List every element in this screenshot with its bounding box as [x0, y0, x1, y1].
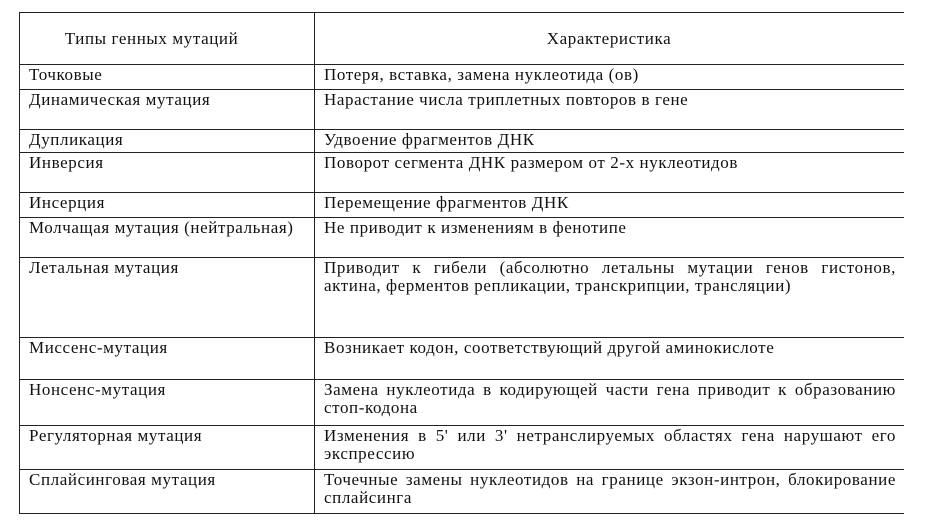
mutation-description-cell: Не приводит к изменениям в фенотипе [315, 218, 905, 258]
mutation-type-cell: Сплайсинговая мутация [20, 470, 315, 514]
table-row [20, 193, 905, 218]
table-row [20, 130, 905, 153]
mutation-type-cell: Точковые [20, 65, 315, 90]
table-row [20, 380, 905, 426]
mutation-description-cell: Изменения в 5' или 3' нетранслируемых областях гена нарушают его экспрессию [315, 426, 905, 470]
mutation-table-container [19, 12, 904, 530]
header-mutation-types: Типы генных мутаций [20, 13, 315, 65]
mutation-type-cell: Инсерция [20, 193, 315, 218]
mutation-type-cell: Регуляторная мутация [20, 426, 315, 470]
mutation-type-cell: Динамическая мутация [20, 90, 315, 130]
mutation-description-cell: Приводит к гибели (абсолютно летальны мутации генов гистонов, актина, ферментов репликации, транскрипции, трансляции) [315, 258, 905, 338]
gene-mutation-table [19, 12, 904, 514]
table-row [20, 426, 905, 470]
mutation-description-cell: Точечные замены нуклеотидов на границе экзон-интрон, блокирование сплайсинга [315, 470, 905, 514]
mutation-type-cell: Дупликация [20, 130, 315, 153]
mutation-description-cell: Потеря, вставка, замена нуклеотида (ов) [315, 65, 905, 90]
mutation-type-cell: Летальная мутация [20, 258, 315, 338]
mutation-type-cell: Инверсия [20, 153, 315, 193]
table-row [20, 258, 905, 338]
mutation-description-cell: Поворот сегмента ДНК размером от 2-х нуклеотидов [315, 153, 905, 193]
mutation-type-cell: Нонсенс-мутация [20, 380, 315, 426]
header-characteristics: Характеристика [315, 13, 905, 65]
table-row [20, 153, 905, 193]
table-row [20, 218, 905, 258]
mutation-type-cell: Молчащая мутация (нейтральная) [20, 218, 315, 258]
table-header-row [20, 13, 905, 65]
mutation-description-cell: Удвоение фрагментов ДНК [315, 130, 905, 153]
table-row [20, 338, 905, 380]
mutation-description-cell: Нарастание числа триплетных повторов в гене [315, 90, 905, 130]
mutation-description-cell: Перемещение фрагментов ДНК [315, 193, 905, 218]
mutation-type-cell: Миссенс-мутация [20, 338, 315, 380]
mutation-description-cell: Замена нуклеотида в кодирующей части гена приводит к образованию стоп-кодона [315, 380, 905, 426]
table-row [20, 90, 905, 130]
table-row [20, 65, 905, 90]
mutation-description-cell: Возникает кодон, соответствующий другой аминокислоте [315, 338, 905, 380]
table-row [20, 470, 905, 514]
